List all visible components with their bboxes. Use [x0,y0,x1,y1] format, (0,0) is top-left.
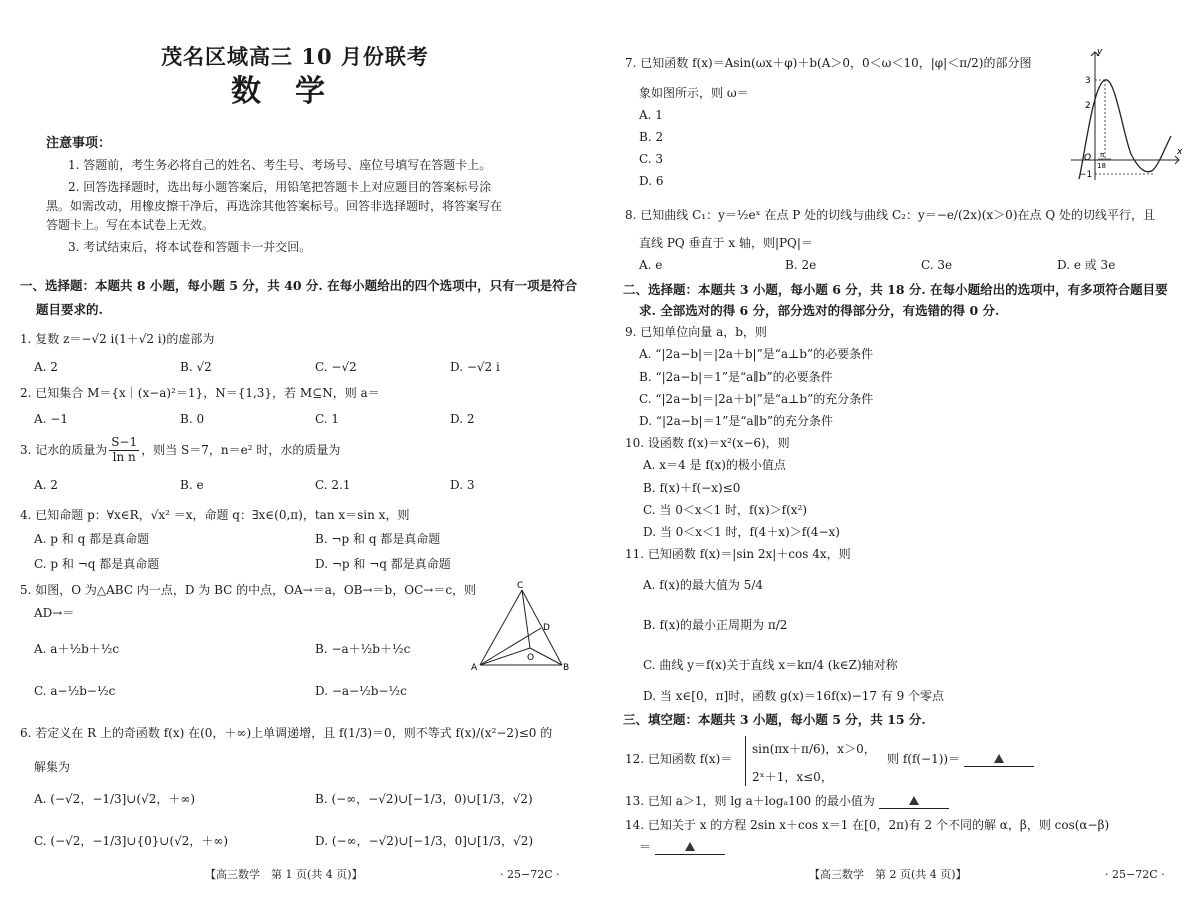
question-5-stem-cont: AD→＝ [34,606,75,620]
notice-item: 答题卡上。写在本试卷上无效。 [46,218,215,232]
exam-subject: 数学 [231,74,359,109]
option-d: D. 当 0＜x＜1 时，f(4＋x)＞f(4−x) [643,525,840,539]
question-5-stem: 5. 如图，O 为△ABC 内一点，D 为 BC 的中点，OA→＝a，OB→＝b，OC→＝c，则 [20,583,477,597]
point-label-o: O [527,653,535,663]
triangle-icon [909,796,919,805]
origin-label: O [1084,153,1092,163]
triangle-icon [994,754,1004,763]
question-9-stem: 9. 已知单位向量 a，b，则 [625,325,767,339]
question-4-stem: 4. 已知命题 p：∀x∈R，√x² ＝x，命题 q：∃x∈(0,π)，tan x＝sin x，则 [20,508,410,522]
option-d: D. −√2 i [450,360,500,374]
option-c: C. 3e [921,258,953,272]
option-a: A. 2 [34,360,58,374]
vertex-label-b: B [563,663,570,673]
option-d: D. ¬p 和 ¬q 都是真命题 [315,557,451,571]
option-b: B. 0 [180,412,205,426]
answer-blank[interactable] [879,794,949,809]
option-a: A. −1 [34,412,68,426]
option-b: B. f(x)＋f(−x)≤0 [643,481,741,495]
question-13 [625,794,949,809]
question-2-stem: 2. 已知集合 M＝{x｜(x−a)²＝1}，N＝{1,3}，若 M⊆N，则 a＝ [20,386,380,400]
question-10-stem: 10. 设函数 f(x)＝x²(x−6)，则 [625,436,790,450]
piecewise-cases [745,736,876,786]
question-7-stem: 7. 已知函数 f(x)＝Asin(ωx＋φ)＋b(A＞0，0＜ω＜10，|φ|＜π/2)的部分图 [625,56,1032,70]
option-a: A. “|2a−b|＝|2a＋b|”是“a⊥b”的必要条件 [639,347,874,361]
option-b: B. 2 [639,130,664,144]
option-c: C. p 和 ¬q 都是真命题 [34,557,160,571]
footer-code-1: · 25−72C · [500,868,560,881]
question-11-stem: 11. 已知函数 f(x)＝|sin 2x|＋cos 4x，则 [625,547,851,561]
answer-blank[interactable] [964,752,1034,767]
notice-heading: 注意事项： [46,136,112,151]
tick-label-2: 2 [1085,101,1091,111]
vertex-label-a: A [471,663,478,673]
option-d: D. “|2a−b|＝1”是“a∥b”的充分条件 [639,414,833,428]
option-b: B. e [180,478,204,492]
option-d: D. 当 x∈[0，π]时，函数 g(x)＝16f(x)−17 有 9 个零点 [643,689,945,703]
section-1-heading: 一、选择题：本题共 8 小题，每小题 5 分，共 40 分. 在每小题给出的四个选项中，只有一项是符合 [20,278,578,293]
option-a: A. e [639,258,663,272]
option-c: C. “|2a−b|＝|2a＋b|”是“a⊥b”的充分条件 [639,392,874,406]
option-b: B. −a＋½b＋½c [315,642,411,656]
sine-graph [1067,44,1185,184]
question-1-stem: 1. 复数 z＝−√2 i(1＋√2 i)的虚部为 [20,332,215,346]
section-2-heading-cont: 求. 全部选对的得 6 分，部分选对的得部分分，有选错的得 0 分. [639,303,1000,318]
fraction-denominator: ln n [112,449,136,464]
question-12-tail [887,752,1034,767]
page-2 [597,0,1194,900]
option-d: D. 2 [450,412,475,426]
question-3-stem [20,436,340,465]
answer-blank[interactable] [655,840,725,855]
tick-label-3: 3 [1085,76,1091,86]
option-a: A. a＋½b＋½c [34,642,120,656]
option-c: C. 曲线 y＝f(x)关于直线 x＝kπ/4 (k∈Z)轴对称 [643,658,898,672]
option-b: B. f(x)的最小正周期为 π/2 [643,618,788,632]
option-a: A. 1 [639,108,663,122]
option-c: C. (−√2，−1/3]∪{0}∪(√2，＋∞) [34,834,229,848]
notice-item: 1. 答题前，考生务必将自己的姓名、考生号、考场号、座位号填写在答题卡上。 [68,158,492,172]
point-label-d: D [543,623,550,633]
notice-item: 黑。如需改动，用橡皮擦干净后，再选涂其他答案标号。回答非选择题时，将答案写在 [46,199,503,213]
notice-item: 2. 回答选择题时，选出每小题答案后，用铅笔把答题卡上对应题目的答案标号涂 [68,180,492,194]
option-c: C. −√2 [315,360,357,374]
footer-code-2: · 25−72C · [1105,868,1165,881]
option-a: A. p 和 q 都是真命题 [34,532,150,546]
option-d: D. −a−½b−½c [315,684,407,698]
option-d: D. 3 [450,478,475,492]
option-c: C. 2.1 [315,478,351,492]
question-6-stem-cont: 解集为 [34,760,71,774]
question-8-stem-cont: 直线 PQ 垂直于 x 轴，则|PQ|＝ [639,236,813,250]
option-a: A. f(x)的最大值为 5/4 [643,578,763,592]
option-d: D. e 或 3e [1057,258,1116,272]
tick-label-18: 18 [1097,162,1106,170]
option-d: D. (−∞，−√2)∪[−1/3，0]∪[1/3，√2) [315,834,534,848]
option-a: A. 2 [34,478,58,492]
question-6-stem: 6. 若定义在 R 上的奇函数 f(x) 在(0，＋∞)上单调递增，且 f(1/3)＝0，则不等式 f(x)/(x²−2)≤0 的 [20,726,553,740]
footer-page-1: 【高三数学 第 1 页(共 4 页)】 [205,868,363,881]
option-b: B. ¬p 和 q 都是真命题 [315,532,441,546]
question-12-stem: 12. 已知函数 f(x)＝ [625,752,733,766]
question-3-stem-post: ，则当 S＝7，n＝e² 时，水的质量为 [141,442,341,457]
option-a: A. x＝4 是 f(x)的极小值点 [643,458,786,472]
section-3-heading: 三、填空题：本题共 3 小题，每小题 5 分，共 15 分. [623,712,926,727]
tick-label-pi: π [1100,151,1105,159]
vertex-label-c: C [517,581,524,591]
exam-title: 茂名区域高三 10 月份联考 [161,44,429,69]
footer-page-2: 【高三数学 第 2 页(共 4 页)】 [809,868,967,881]
x-axis-label: x [1177,147,1183,157]
notice-item: 3. 考试结束后，将本试卷和答题卡一并交回。 [68,240,312,254]
fraction-numerator: S−1 [111,435,138,449]
question-12-post: 则 f(f(−1))＝ [887,752,961,766]
option-c: C. a−½b−½c [34,684,116,698]
option-c: C. 1 [315,412,340,426]
option-c: C. 当 0＜x＜1 时，f(x)＞f(x²) [643,503,808,517]
option-c: C. 3 [639,152,664,166]
triangle-icon [685,842,695,851]
question-8-stem: 8. 已知曲线 C₁：y＝½eˣ 在点 P 处的切线与曲线 C₂：y＝−e/(2x)(x＞0)在点 Q 处的切线平行，且 [625,208,1155,222]
y-axis-label: y [1097,47,1103,57]
question-7-stem-cont: 象如图所示，则 ω＝ [639,86,749,100]
option-b: B. “|2a−b|＝1”是“a∥b”的必要条件 [639,370,833,384]
question-14-stem-cont: ＝ [639,840,652,854]
triangle-figure [470,580,580,675]
option-b: B. √2 [180,360,212,374]
option-d: D. 6 [639,174,664,188]
question-13-stem: 13. 已知 a＞1，则 lg a＋logₐ100 的最小值为 [625,794,875,808]
question-14-stem: 14. 已知关于 x 的方程 2sin x＋cos x＝1 在[0，2π)有 2 个不同的解 α，β，则 cos(α−β) [625,818,1110,832]
piecewise-case-2: 2ˣ＋1，x≤0， [752,769,833,784]
section-2-heading: 二、选择题：本题共 3 小题，每小题 6 分，共 18 分. 在每小题给出的选项中，有多项符合题目要 [623,282,1168,297]
piecewise-case-1: sin(πx＋π/6)，x＞0， [752,742,876,756]
question-3-stem-pre: 3. 记水的质量为 [20,442,108,457]
fraction [109,436,139,465]
option-a: A. (−√2，−1/3]∪(√2，＋∞) [34,792,196,806]
question-14-tail [639,840,725,855]
tick-label-neg-1: −1 [1079,170,1093,180]
option-b: B. 2e [785,258,817,272]
section-1-heading-cont: 题目要求的. [36,302,103,317]
option-b: B. (−∞，−√2)∪[−1/3，0)∪[1/3，√2) [315,792,533,806]
